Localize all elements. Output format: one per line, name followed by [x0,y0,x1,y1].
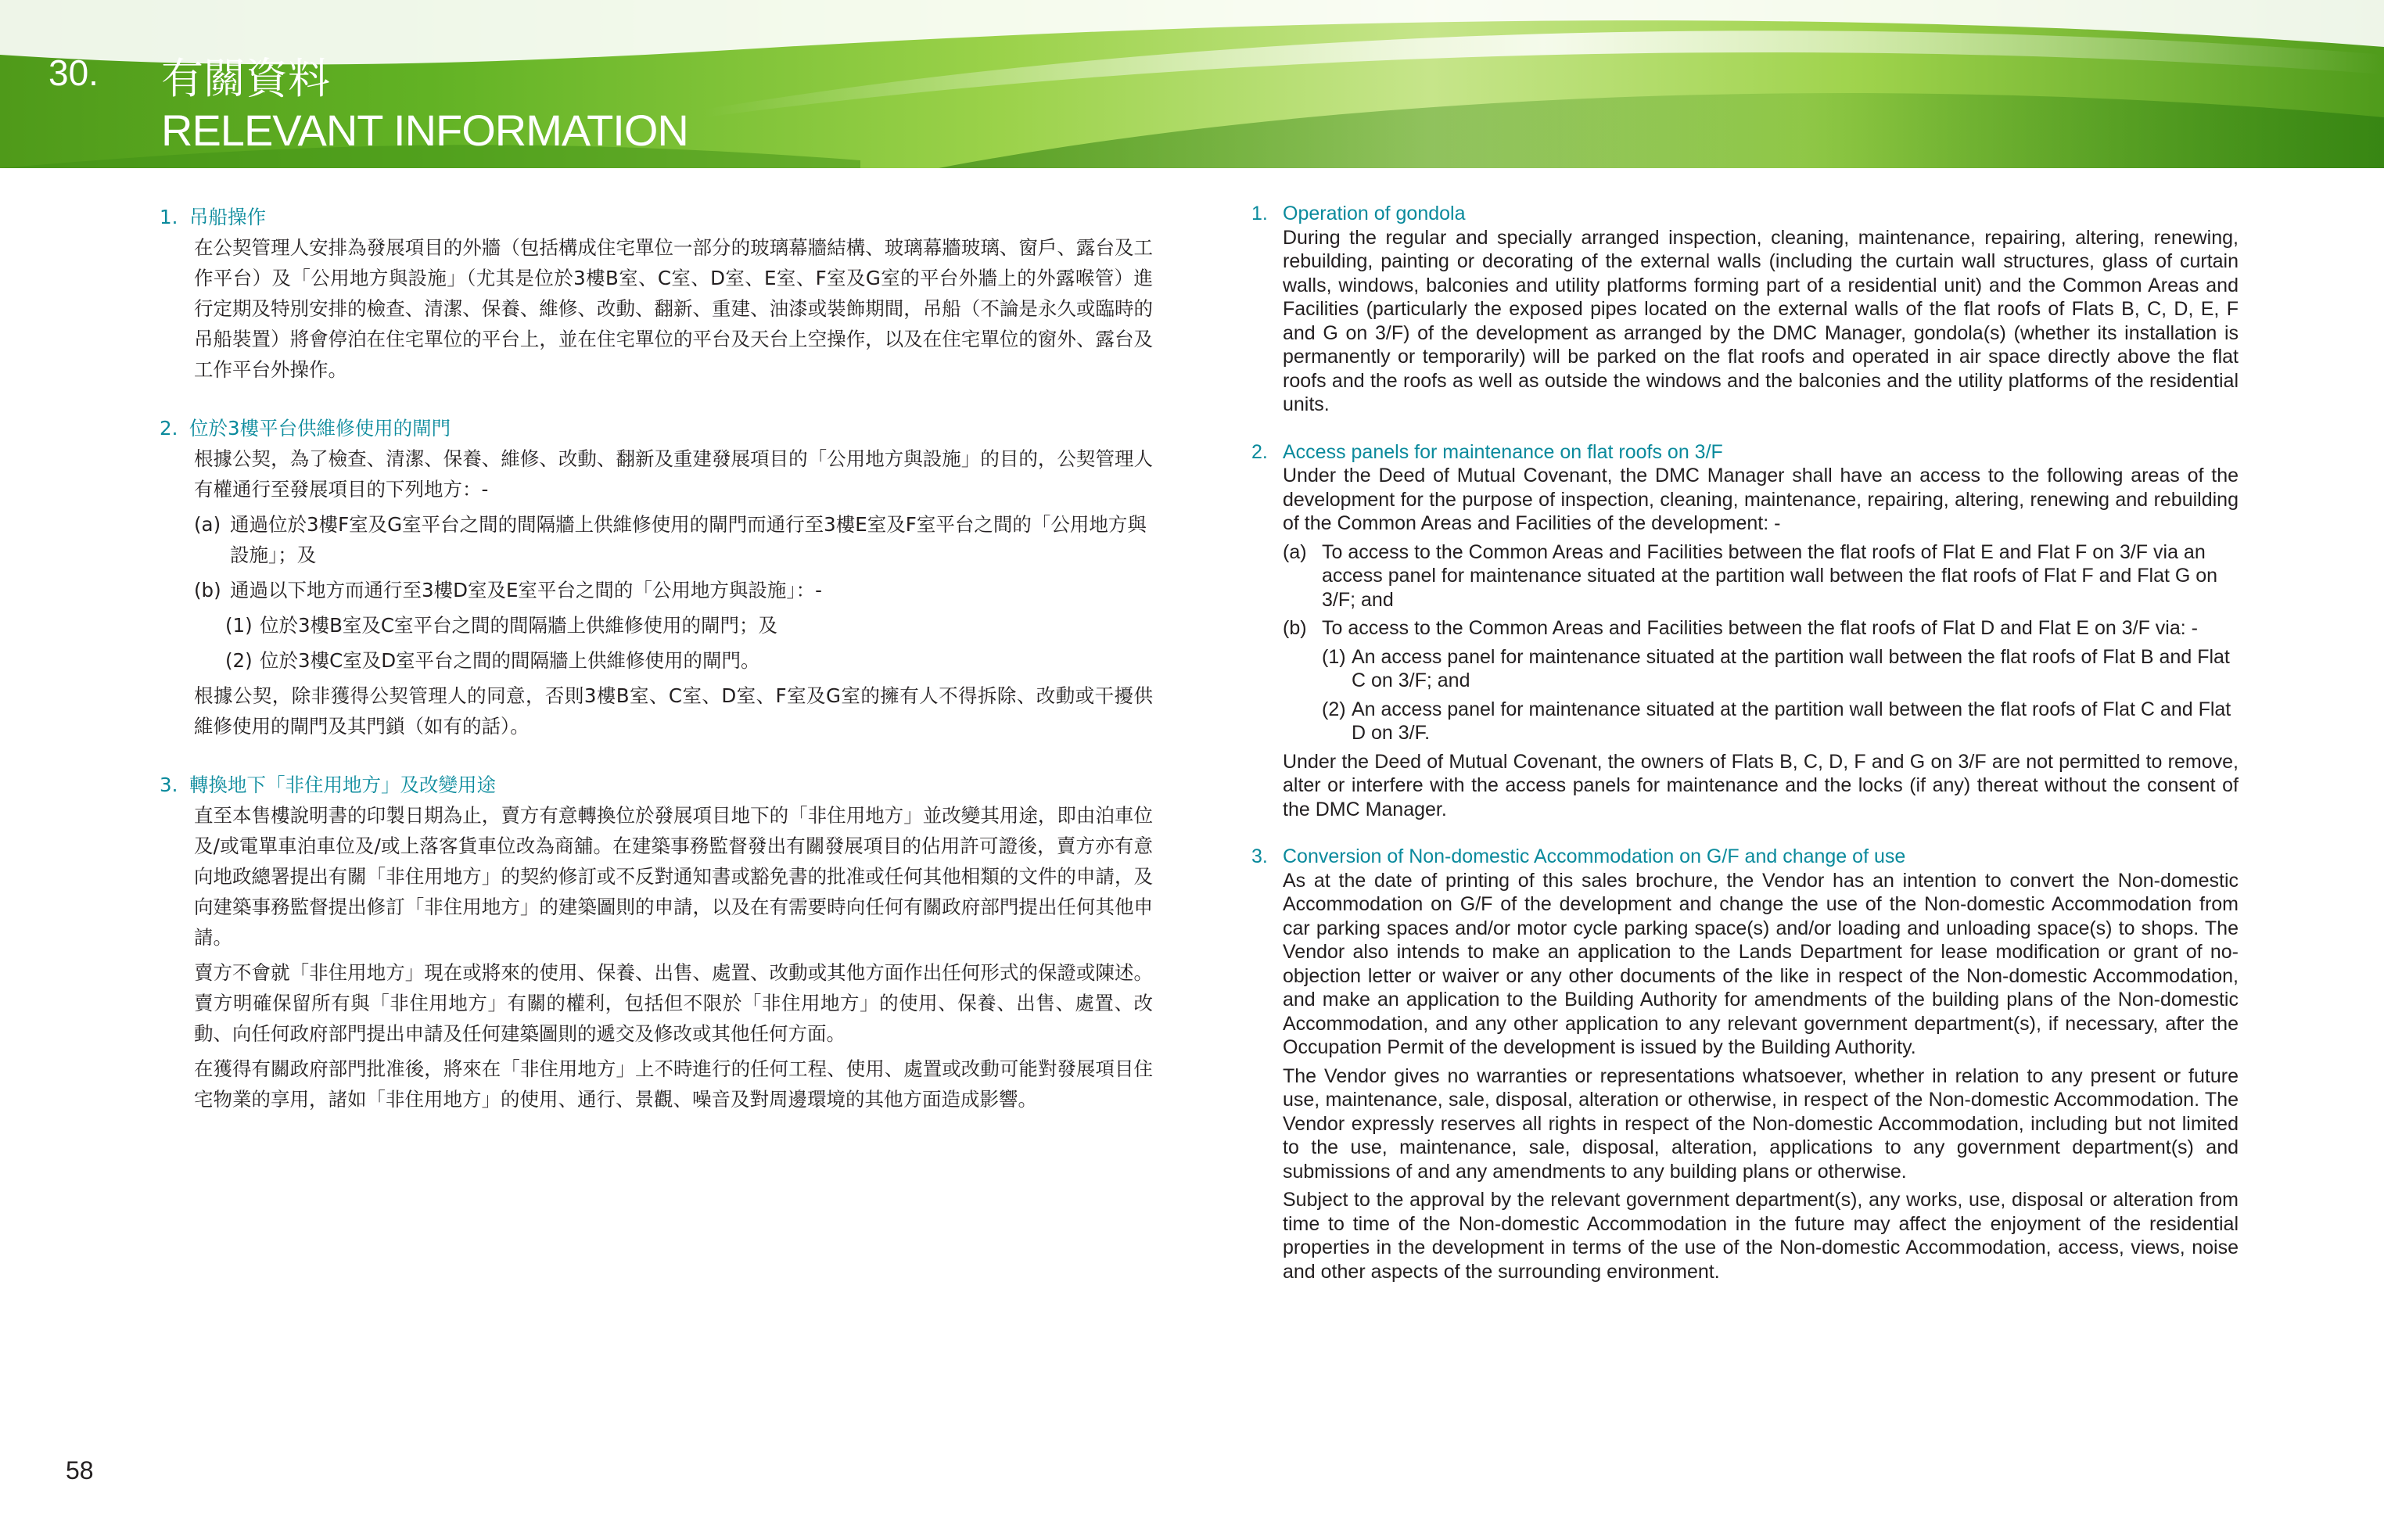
zh-heading-1 [160,202,1153,232]
en-s2-subitem-1-text: An access panel for maintenance situated at the partition wall between the flat roofs of Flat B and Flat C on 3/F; and [1352,645,2230,691]
en-s3-paragraph-3: Subject to the approval by the relevant government department(s), any works, use, disposal or alteration from time to time of the Non-domestic Accommodation in the future may affect the enjoyment of the residential properties in the development in terms of the use of the Non-domestic Accommodation, access, views, noise and other aspects of the surrounding environment. [1283,1189,2239,1283]
zh-heading-3 [160,770,1153,800]
zh-heading-2 [160,413,1153,443]
zh-s3-paragraph-3: 在獲得有關政府部門批准後，將來在「非住用地方」上不時進行的任何工程、使用、處置或改動可能對發展項目住宅物業的享用，諸如「非住用地方」的使用、通行、景觀、噪音及對周邊環境的其他方面造成影響。 [194,1057,1153,1111]
zh-heading-3-number: 3. [160,774,178,796]
en-heading-1 [1251,202,2239,226]
en-heading-2 [1251,440,2239,465]
en-heading-2-number: 2. [1251,440,1268,463]
en-s2-item-b [1283,616,2239,641]
zh-s3-paragraph-1: 直至本售樓說明書的印製日期為止，賣方有意轉換位於發展項目地下的「非住用地方」並改變其用途，即由泊車位及/或電單車泊車位及/或上落客貨車位改為商舖。在建築事務監督發出有關發展項目的佔用許可證後，賣方亦有意向地政總署提出有關「非住用地方」的契約修訂或不反對通知書或豁免書的批准或任何其他相類的文件的申請，及向建築事務監督提出修訂「非住用地方」的建築圖則的申請，以及在有需要時向任何有關政府部門提出任何其他申請。 [194,804,1153,949]
zh-s2-item-b-label: (b) [194,579,221,601]
zh-s2-paragraph-1: 根據公契，為了檢查、清潔、保養、維修、改動、翻新及重建發展項目的「公用地方與設施」的目的，公契管理人有權通行至發展項目的下列地方：- [194,447,1153,501]
en-heading-2-title: Access panels for maintenance on flat roofs on 3/F [1283,440,1723,463]
en-heading-3 [1251,845,2239,869]
en-s2-paragraph-2: Under the Deed of Mutual Covenant, the owners of Flats B, C, D, F and G on 3/F are not permitted to remove, alter or interfere with the access panels for maintenance and the locks (if any) thereat without the consent of the DMC Manager. [1283,750,2239,820]
zh-s2-paragraph-2: 根據公契，除非獲得公契管理人的同意，否則3樓B室、C室、D室、F室及G室的擁有人不得拆除、改動或干擾供維修使用的閘門及其門鎖（如有的話）。 [194,684,1153,738]
en-s3-paragraph-1: As at the date of printing of this sales brochure, the Vendor has an intention to convert the Non-domestic Accommodation on G/F of the development and change the use of the Non-domestic Accommodation from car parking spaces and/or motor cycle parking space(s) and/or loading and unloading space(s) to shops. The Vendor also intends to make an application to the Lands Department for lease modification or grant of no-objection letter or waiver or any other documents of the like in respect of the Non-domestic Accommodation, and make an application to the Building Authority for amendments of the building plans of the Non-domestic Accommodation, and any other application to any relevant government department(s), if necessary, after the Occupation Permit of the development is issued by the Building Authority. [1283,869,2239,1058]
zh-s3-paragraph-2: 賣方不會就「非住用地方」現在或將來的使用、保養、出售、處置、改動或其他方面作出任何形式的保證或陳述。賣方明確保留所有與「非住用地方」有關的權利，包括但不限於「非住用地方」的使用、保養、出售、處置、改動、向任何政府部門提出申請及任何建築圖則的遞交及修改或其他任何方面。 [194,961,1153,1045]
en-heading-1-number: 1. [1251,203,1268,224]
en-s2-item-a-label: (a) [1283,540,1307,563]
zh-heading-3-title: 轉換地下「非住用地方」及改變用途 [189,774,496,796]
zh-s2-item-a-label: (a) [194,513,221,536]
en-s2-paragraph-1: Under the Deed of Mutual Covenant, the DMC Manager shall have an access to the following areas of the development for the purpose of inspection, cleaning, maintenance, repairing, altering, renewing and rebuilding of the Common Areas and Facilities of the development: - [1283,465,2239,534]
header-banner [0,0,2384,168]
zh-s2-subitem-1 [225,610,1153,641]
en-heading-1-title: Operation of gondola [1283,203,1466,224]
en-s2-item-a-text: To access to the Common Areas and Facilities between the flat roofs of Flat E and Flat F on 3/F via an access panel for maintenance situated at the partition wall between the flat roofs of Flat F and Flat G on 3/F; and [1322,540,2218,611]
zh-heading-2-title: 位於3樓平台供維修使用的閘門 [189,417,451,440]
en-s1-paragraph: During the regular and specially arranged inspection, cleaning, maintenance, repairing, altering, renewing, rebuilding, painting or decorating of the external walls (including the curtain wall structures, glass of curtain walls, windows, balconies and utility platforms forming part of a residential unit) and the Common Areas and Facilities (particularly the exposed pipes located on the external walls of the flat roofs of Flats B, C, D, E, F and G on 3/F) of the development as arranged by the DMC Manager, gondola(s) (whether its installation is permanently or temporarily) will be parked on the flat roofs and operated in air space directly above the flat roofs and the roofs as well as outside the windows and the balconies and the utility platforms of the residential units. [1283,226,2239,415]
en-heading-3-title: Conversion of Non-domestic Accommodation on G/F and change of use [1283,845,1906,867]
zh-s2-subitem-2 [225,645,1153,676]
en-s2-item-a [1283,540,2239,612]
zh-heading-1-number: 1. [160,206,178,228]
zh-heading-1-title: 吊船操作 [189,206,266,228]
zh-s1-paragraph: 在公契管理人安排為發展項目的外牆（包括構成住宅單位一部分的玻璃幕牆結構、玻璃幕牆玻璃、窗戶、露台及工作平台）及「公用地方與設施」（尤其是位於3樓B室、C室、D室、E室、F室及G室的平台外牆上的外露喉管）進行定期及特別安排的檢查、清潔、保養、維修、改動、翻新、重建、油漆或裝飾期間，吊船（不論是永久或臨時的吊船裝置）將會停泊在住宅單位的平台上，並在住宅單位的平台及天台上空操作，以及在住宅單位的窗外、露台及工作平台外操作。 [194,236,1153,381]
chinese-column [160,202,1153,1115]
zh-s2-subitem-1-text: 位於3樓B室及C室平台之間的間隔牆上供維修使用的閘門；及 [260,614,777,637]
en-s2-subitem-2-text: An access panel for maintenance situated at the partition wall between the flat roofs of Flat C and Flat D on 3/F. [1352,698,2231,744]
en-s2-item-b-text: To access to the Common Areas and Facilities between the flat roofs of Flat D and Flat E on 3/F via: - [1322,617,2198,639]
en-s2-subitem-2 [1322,698,2239,745]
page-number: 58 [66,1456,94,1484]
en-s3-paragraph-2: The Vendor gives no warranties or representations whatsoever, whether in relation to any present or future use, maintenance, sale, disposal, alteration or otherwise, in respect of the Non-domestic Accommodation. The Vendor expressly reserves all rights in respect of the Non-domestic Accommodation, including but not limited to the use, maintenance, sale, disposal, alteration, applications to any government department(s) and submissions of and any amendments to any building plans or otherwise. [1283,1064,2239,1183]
zh-s2-item-b [194,575,1153,605]
section-number: 30. [48,52,99,93]
english-column [1251,202,2239,1283]
en-s2-item-b-label: (b) [1283,617,1307,639]
zh-s2-item-a [194,509,1153,570]
section-title-zh: 有關資料 [161,54,330,103]
zh-s2-item-a-text: 通過位於3樓F室及G室平台之間的間隔牆上供維修使用的閘門而通行至3樓E室及F室平台之間的「公用地方與設施」；及 [230,513,1147,566]
en-s2-subitem-2-label: (2) [1322,698,1346,720]
en-s2-subitem-1 [1322,645,2239,693]
zh-heading-2-number: 2. [160,417,178,440]
zh-s2-subitem-2-label: (2) [225,649,253,672]
zh-s2-subitem-2-text: 位於3樓C室及D室平台之間的間隔牆上供維修使用的閘門。 [260,649,760,672]
section-title-en: RELEVANT INFORMATION [161,106,688,155]
zh-s2-subitem-1-label: (1) [225,614,253,637]
zh-s2-item-b-text: 通過以下地方而通行至3樓D室及E室平台之間的「公用地方與設施」：- [230,579,823,601]
en-s2-subitem-1-label: (1) [1322,645,1346,668]
en-heading-3-number: 3. [1251,845,1268,867]
